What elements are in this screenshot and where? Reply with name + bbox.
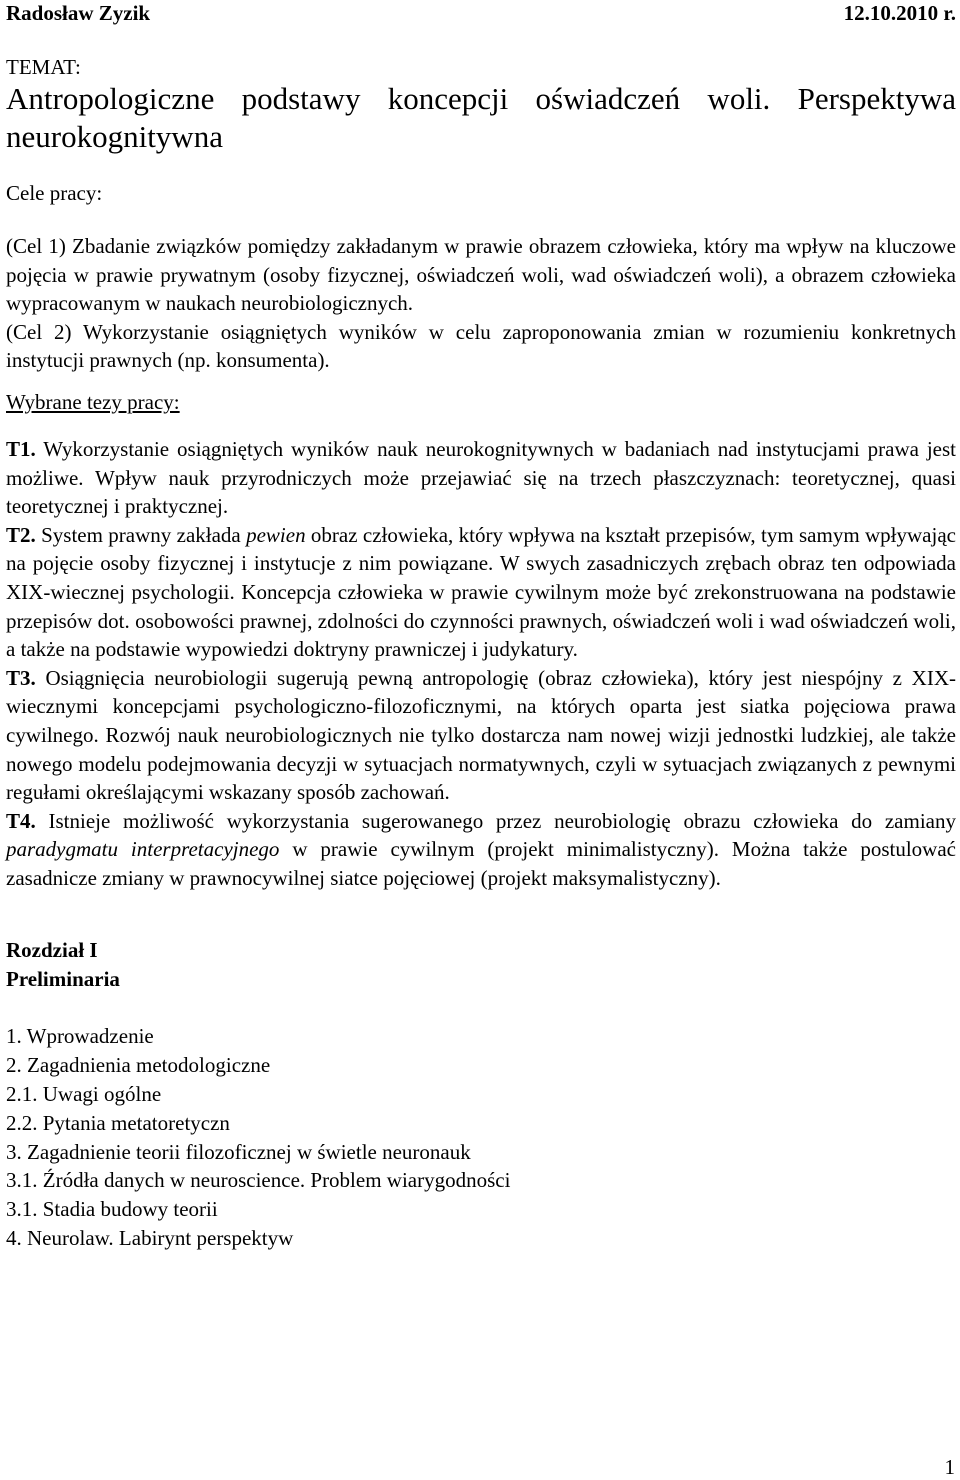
thesis-3 (6, 664, 956, 807)
goal-1: (Cel 1) Zbadanie związków pomiędzy zakładanym w prawie obrazem człowieka, który ma wpływ na kluczowe pojęcia w prawie prywatnym (osoby fizycznej, oświadczeń woli, wad oświadczeń woli), a obrazem człowieka wypracowanym w naukach neurobiologicznych. (6, 234, 956, 316)
document-date: 12.10.2010 r. (843, 1, 956, 25)
thesis-4-italic: paradygmatu interpretacyjnego (6, 837, 280, 862)
thesis-4-label: T4. (6, 808, 36, 833)
toc-item: 3.1. Źródła danych w neuroscience. Problem wiarygodności (6, 1168, 511, 1193)
thesis-2-label: T2. (6, 522, 36, 547)
toc-item: 3.1. Stadia budowy teorii (6, 1197, 218, 1222)
thesis-4-text-a: Istnieje możliwość wykorzystania sugerowanego przez neurobiologię obrazu człowieka do zamiany (35, 808, 956, 833)
thesis-2-text-a: System prawny zakłada (35, 522, 247, 547)
thesis-4-text-b: w prawie cywilnym (projekt minimalistyczny). Można także postulować zasadnicze zmiany w prawnocywilnej siatce pojęciowej (projekt maksymalistyczny). (6, 837, 956, 890)
thesis-4 (6, 807, 956, 893)
toc-item: 1. Wprowadzenie (6, 1024, 154, 1049)
toc-item: 2.1. Uwagi ogólne (6, 1082, 162, 1107)
chapter-number: Rozdział I (6, 938, 98, 963)
thesis-1-label: T1. (6, 436, 36, 461)
toc-item: 4. Neurolaw. Labirynt perspektyw (6, 1226, 294, 1251)
document-page (6, 0, 956, 1253)
topic-label: TEMAT: (6, 55, 81, 79)
theses-label: Wybrane tezy pracy: (6, 389, 180, 414)
document-title: Antropologiczne podstawy koncepcji oświadczeń woli. Perspektywa neurokognitywna (6, 81, 956, 154)
toc-item: 3. Zagadnienie teorii filozoficznej w świetle neuronauk (6, 1139, 471, 1164)
thesis-3-text: Osiągnięcia neurobiologii sugerują pewną antropologię (obraz człowieka), który jest niespójny z XIX-wiecznymi koncepcjami psychologiczno-filozoficznymi, na których oparta jest siatka pojęciowa prawa cywilnego. Rozwój nauk neurobiologicznych nie tylko dostarcza nam nowej wizji jednostki ludzkiej, ale także nowego modelu podejmowania decyzji w sytuacjach normatywnych, czyli w sytuacjach związanych z pewnymi regułami określającymi wskazany sposób zachowań. (6, 665, 956, 805)
thesis-1 (6, 435, 956, 521)
toc-item: 2.2. Pytania metatoretyczn (6, 1110, 230, 1135)
goals-label: Cele pracy: (6, 181, 103, 205)
table-of-contents (6, 1022, 956, 1252)
toc-item: 2. Zagadnienia metodologiczne (6, 1053, 271, 1078)
chapter-name: Preliminaria (6, 967, 120, 992)
author-name: Radosław Zyzik (6, 1, 151, 25)
thesis-2-text-b: obraz człowieka, który wpływa na kształt przepisów, tym samym wpływając na pojęcie osoby fizycznej i instytucje z nim powiązane. W swych zasadniczych zrębach obraz ten odpowiada XIX-wiecznej psychologii. Koncepcja człowieka w prawie cywilnym może być zrekonstruowana na podstawie przepisów dot. osobowości prawnej, zdolności do czynności prawnych, oświadczeń woli i wad oświadczeń woli, a także na podstawie wypowiedzi doktryny prawniczej i judykatury. (6, 522, 956, 662)
thesis-2 (6, 521, 956, 664)
thesis-3-label: T3. (6, 665, 36, 690)
thesis-1-text: Wykorzystanie osiągniętych wyników nauk neurokognitywnych w badaniach nad instytucjami prawa jest możliwe. Wpływ nauk przyrodniczych może przejawiać się na trzech płaszczyznach: teoretycznej, quasi teoretycznej i praktycznej. (6, 436, 956, 519)
goal-2: (Cel 2) Wykorzystanie osiągniętych wyników w celu zaproponowania zmian w rozumieniu konkretnych instytucji prawnych (np. konsumenta). (6, 319, 956, 373)
thesis-2-italic: pewien (246, 522, 306, 547)
page-header (6, 0, 956, 26)
page-number: 1 (944, 1455, 955, 1479)
